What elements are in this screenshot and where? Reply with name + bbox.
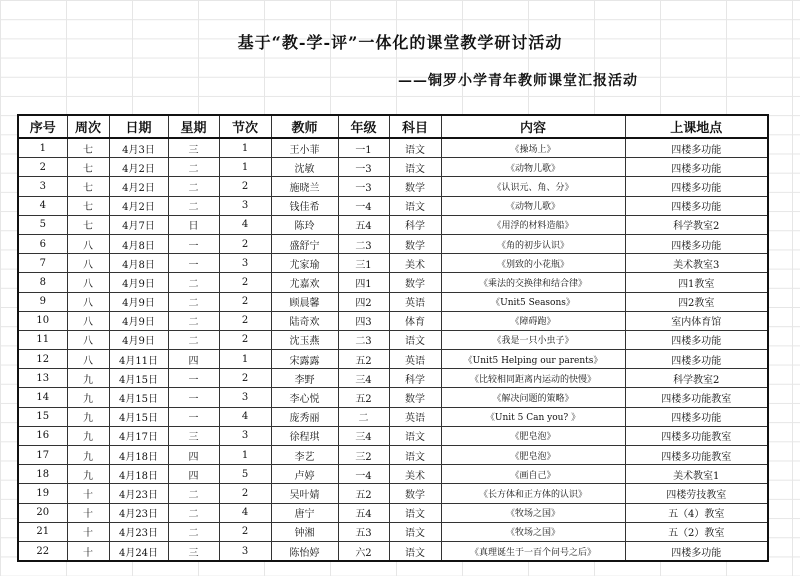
cell-subject[interactable]: 美术 — [389, 465, 441, 484]
cell-grade[interactable]: 三2 — [338, 446, 389, 465]
cell-content[interactable]: 《长方体和正方体的认识》 — [441, 484, 625, 503]
cell-date[interactable]: 4月9日 — [109, 292, 168, 311]
cell-weekday[interactable]: 一 — [168, 388, 219, 407]
cell-location[interactable]: 四1教室 — [625, 273, 768, 292]
cell-index[interactable]: 22 — [18, 541, 67, 561]
table-row — [18, 503, 768, 522]
cell-period[interactable]: 1 — [219, 446, 271, 465]
table-row — [18, 177, 768, 196]
cell-location[interactable]: 美术教室1 — [625, 465, 768, 484]
cell-subject[interactable]: 数学 — [389, 177, 441, 196]
cell-teacher[interactable]: 施晓兰 — [271, 177, 338, 196]
table-row — [18, 522, 768, 541]
cell-location[interactable]: 四楼多功能 — [625, 234, 768, 253]
cell-week[interactable]: 八 — [67, 311, 109, 330]
cell-content[interactable]: 《操场上》 — [441, 138, 625, 158]
cell-teacher[interactable]: 沈玉燕 — [271, 330, 338, 349]
cell-content[interactable]: 《Unit 5 Can you? 》 — [441, 407, 625, 426]
cell-grade[interactable]: 四2 — [338, 292, 389, 311]
cell-week[interactable]: 九 — [67, 426, 109, 445]
cell-date[interactable]: 4月23日 — [109, 484, 168, 503]
cell-grade[interactable]: 二3 — [338, 330, 389, 349]
table-row — [18, 234, 768, 253]
cell-index[interactable]: 17 — [18, 446, 67, 465]
cell-period[interactable]: 4 — [219, 503, 271, 522]
cell-date[interactable]: 4月23日 — [109, 522, 168, 541]
cell-subject[interactable]: 数学 — [389, 388, 441, 407]
cell-week[interactable]: 十 — [67, 503, 109, 522]
cell-teacher[interactable]: 陆奇欢 — [271, 311, 338, 330]
cell-date[interactable]: 4月3日 — [109, 138, 168, 158]
cell-index[interactable]: 19 — [18, 484, 67, 503]
cell-weekday[interactable]: 一 — [168, 407, 219, 426]
cell-period[interactable]: 3 — [219, 541, 271, 561]
cell-date[interactable]: 4月8日 — [109, 234, 168, 253]
cell-location[interactable]: 科学教室2 — [625, 369, 768, 388]
header-location: 上课地点 — [625, 115, 768, 138]
cell-location[interactable]: 四楼多功能 — [625, 138, 768, 158]
cell-date[interactable]: 4月11日 — [109, 350, 168, 369]
cell-period[interactable]: 5 — [219, 465, 271, 484]
cell-period[interactable]: 2 — [219, 311, 271, 330]
cell-location[interactable]: 四2教室 — [625, 292, 768, 311]
cell-grade[interactable]: 一4 — [338, 465, 389, 484]
cell-teacher[interactable]: 庞秀丽 — [271, 407, 338, 426]
cell-content[interactable]: 《肥皂泡》 — [441, 446, 625, 465]
cell-grade[interactable]: 四3 — [338, 311, 389, 330]
cell-week[interactable]: 十 — [67, 541, 109, 561]
cell-location[interactable]: 四楼多功能 — [625, 407, 768, 426]
cell-grade[interactable]: 五3 — [338, 522, 389, 541]
cell-weekday[interactable]: 二 — [168, 330, 219, 349]
cell-location[interactable]: 四楼多功能 — [625, 350, 768, 369]
cell-grade[interactable]: 三4 — [338, 426, 389, 445]
cell-index[interactable]: 9 — [18, 292, 67, 311]
cell-index[interactable]: 15 — [18, 407, 67, 426]
cell-weekday[interactable]: 二 — [168, 292, 219, 311]
table-row — [18, 215, 768, 234]
cell-week[interactable]: 八 — [67, 292, 109, 311]
table-row — [18, 388, 768, 407]
header-subject: 科目 — [389, 115, 441, 138]
header-content: 内容 — [441, 115, 625, 138]
cell-teacher[interactable]: 王小菲 — [271, 138, 338, 158]
table-row — [18, 196, 768, 215]
header-teacher: 教师 — [271, 115, 338, 138]
cell-teacher[interactable]: 钱佳希 — [271, 196, 338, 215]
table-row — [18, 330, 768, 349]
table-row — [18, 541, 768, 561]
cell-date[interactable]: 4月18日 — [109, 446, 168, 465]
cell-weekday[interactable]: 一 — [168, 234, 219, 253]
cell-date[interactable]: 4月17日 — [109, 426, 168, 445]
cell-week[interactable]: 九 — [67, 446, 109, 465]
cell-index[interactable]: 4 — [18, 196, 67, 215]
cell-teacher[interactable]: 沈敏 — [271, 158, 338, 177]
table-row — [18, 465, 768, 484]
cell-subject[interactable]: 语文 — [389, 446, 441, 465]
cell-period[interactable]: 2 — [219, 522, 271, 541]
table-row — [18, 484, 768, 503]
cell-location[interactable]: 四楼多功能 — [625, 196, 768, 215]
cell-location[interactable]: 四楼多功能教室 — [625, 426, 768, 445]
cell-subject[interactable]: 语文 — [389, 158, 441, 177]
cell-period[interactable]: 4 — [219, 215, 271, 234]
cell-weekday[interactable]: 二 — [168, 196, 219, 215]
cell-teacher[interactable]: 李野 — [271, 369, 338, 388]
cell-content[interactable]: 《角的初步认识》 — [441, 234, 625, 253]
cell-period[interactable]: 3 — [219, 254, 271, 273]
cell-subject[interactable]: 数学 — [389, 273, 441, 292]
cell-index[interactable]: 7 — [18, 254, 67, 273]
cell-weekday[interactable]: 四 — [168, 446, 219, 465]
cell-grade[interactable]: 五4 — [338, 215, 389, 234]
cell-week[interactable]: 九 — [67, 465, 109, 484]
cell-content[interactable]: 《真理诞生于一百个问号之后》 — [441, 541, 625, 561]
cell-date[interactable]: 4月9日 — [109, 273, 168, 292]
cell-period[interactable]: 3 — [219, 426, 271, 445]
cell-teacher[interactable]: 顾晨馨 — [271, 292, 338, 311]
cell-index[interactable]: 6 — [18, 234, 67, 253]
cell-period[interactable]: 1 — [219, 350, 271, 369]
header-period: 节次 — [219, 115, 271, 138]
table-row — [18, 273, 768, 292]
cell-week[interactable]: 十 — [67, 522, 109, 541]
cell-weekday[interactable]: 二 — [168, 158, 219, 177]
cell-subject[interactable]: 语文 — [389, 426, 441, 445]
cell-date[interactable]: 4月7日 — [109, 215, 168, 234]
cell-teacher[interactable]: 钟湘 — [271, 522, 338, 541]
cell-period[interactable]: 2 — [219, 273, 271, 292]
document-title: 基于“教-学-评”一体化的课堂教学研讨活动 — [237, 33, 563, 52]
cell-weekday[interactable]: 三 — [168, 541, 219, 561]
cell-weekday[interactable]: 三 — [168, 138, 219, 158]
cell-index[interactable]: 12 — [18, 350, 67, 369]
cell-date[interactable]: 4月18日 — [109, 465, 168, 484]
cell-teacher[interactable]: 李心悦 — [271, 388, 338, 407]
table-row — [18, 407, 768, 426]
cell-grade[interactable]: 二 — [338, 407, 389, 426]
cell-grade[interactable]: 一3 — [338, 177, 389, 196]
cell-week[interactable]: 九 — [67, 369, 109, 388]
cell-date[interactable]: 4月24日 — [109, 541, 168, 561]
cell-week[interactable]: 八 — [67, 254, 109, 273]
cell-subject[interactable]: 美术 — [389, 254, 441, 273]
cell-period[interactable]: 4 — [219, 407, 271, 426]
cell-grade[interactable]: 一4 — [338, 196, 389, 215]
table-row — [18, 138, 768, 158]
cell-content[interactable]: 《牧场之国》 — [441, 522, 625, 541]
cell-weekday[interactable]: 一 — [168, 254, 219, 273]
cell-index[interactable]: 1 — [18, 138, 67, 158]
cell-weekday[interactable]: 二 — [168, 522, 219, 541]
cell-date[interactable]: 4月15日 — [109, 388, 168, 407]
cell-date[interactable]: 4月2日 — [109, 158, 168, 177]
cell-grade[interactable]: 二3 — [338, 234, 389, 253]
cell-index[interactable]: 20 — [18, 503, 67, 522]
cell-weekday[interactable]: 三 — [168, 426, 219, 445]
cell-weekday[interactable]: 一 — [168, 369, 219, 388]
cell-index[interactable]: 2 — [18, 158, 67, 177]
cell-subject[interactable]: 英语 — [389, 350, 441, 369]
cell-weekday[interactable]: 四 — [168, 350, 219, 369]
cell-content[interactable]: 《画自己》 — [441, 465, 625, 484]
cell-subject[interactable]: 语文 — [389, 196, 441, 215]
cell-location[interactable]: 五（2）教室 — [625, 522, 768, 541]
cell-date[interactable]: 4月2日 — [109, 177, 168, 196]
cell-grade[interactable]: 四1 — [338, 273, 389, 292]
cell-teacher[interactable]: 徐程琪 — [271, 426, 338, 445]
cell-grade[interactable]: 三4 — [338, 369, 389, 388]
cell-subject[interactable]: 科学 — [389, 369, 441, 388]
cell-grade[interactable]: 五2 — [338, 350, 389, 369]
cell-teacher[interactable]: 盛舒宁 — [271, 234, 338, 253]
table-row — [18, 292, 768, 311]
cell-content[interactable]: 《Unit5 Helping our parents》 — [441, 350, 625, 369]
cell-week[interactable]: 七 — [67, 138, 109, 158]
cell-teacher[interactable]: 宋露露 — [271, 350, 338, 369]
cell-grade[interactable]: 三1 — [338, 254, 389, 273]
cell-week[interactable]: 九 — [67, 388, 109, 407]
document-subtitle: ——铜罗小学青年教师课堂汇报活动 — [398, 73, 638, 89]
table-row — [18, 350, 768, 369]
cell-subject[interactable]: 英语 — [389, 407, 441, 426]
cell-subject[interactable]: 语文 — [389, 138, 441, 158]
cell-week[interactable]: 七 — [67, 196, 109, 215]
cell-content[interactable]: 《别致的小花瓶》 — [441, 254, 625, 273]
cell-period[interactable]: 1 — [219, 138, 271, 158]
header-row — [18, 115, 768, 138]
cell-weekday[interactable]: 二 — [168, 273, 219, 292]
cell-weekday[interactable]: 四 — [168, 465, 219, 484]
cell-teacher[interactable]: 吴叶婧 — [271, 484, 338, 503]
cell-week[interactable]: 七 — [67, 215, 109, 234]
cell-content[interactable]: 《比较相同距离内运动的快慢》 — [441, 369, 625, 388]
table-row — [18, 426, 768, 445]
cell-teacher[interactable]: 陈玲 — [271, 215, 338, 234]
cell-index[interactable]: 13 — [18, 369, 67, 388]
cell-grade[interactable]: 五4 — [338, 503, 389, 522]
cell-weekday[interactable]: 二 — [168, 503, 219, 522]
cell-teacher[interactable]: 李艺 — [271, 446, 338, 465]
cell-subject[interactable]: 语文 — [389, 522, 441, 541]
cell-weekday[interactable]: 二 — [168, 177, 219, 196]
table-row — [18, 446, 768, 465]
cell-period[interactable]: 2 — [219, 369, 271, 388]
cell-subject[interactable]: 数学 — [389, 234, 441, 253]
cell-location[interactable]: 四楼劳技教室 — [625, 484, 768, 503]
schedule-table — [17, 114, 769, 562]
cell-period[interactable]: 2 — [219, 234, 271, 253]
cell-teacher[interactable]: 唐宁 — [271, 503, 338, 522]
cell-teacher[interactable]: 尤家瑜 — [271, 254, 338, 273]
cell-content[interactable]: 《障碍跑》 — [441, 311, 625, 330]
cell-grade[interactable]: 五2 — [338, 388, 389, 407]
cell-content[interactable]: 《认识元、角、分》 — [441, 177, 625, 196]
cell-date[interactable]: 4月2日 — [109, 196, 168, 215]
cell-content[interactable]: 《用浮的材料造船》 — [441, 215, 625, 234]
cell-weekday[interactable]: 日 — [168, 215, 219, 234]
cell-date[interactable]: 4月15日 — [109, 369, 168, 388]
cell-week[interactable]: 八 — [67, 273, 109, 292]
cell-grade[interactable]: 五2 — [338, 484, 389, 503]
header-index: 序号 — [18, 115, 67, 138]
cell-location[interactable]: 科学教室2 — [625, 215, 768, 234]
cell-index[interactable]: 11 — [18, 330, 67, 349]
cell-location[interactable]: 四楼多功能 — [625, 330, 768, 349]
cell-weekday[interactable]: 二 — [168, 311, 219, 330]
cell-grade[interactable]: 一1 — [338, 138, 389, 158]
cell-location[interactable]: 四楼多功能教室 — [625, 388, 768, 407]
cell-teacher[interactable]: 卢婷 — [271, 465, 338, 484]
cell-week[interactable]: 十 — [67, 484, 109, 503]
cell-weekday[interactable]: 二 — [168, 484, 219, 503]
header-date: 日期 — [109, 115, 168, 138]
cell-index[interactable]: 3 — [18, 177, 67, 196]
cell-location[interactable]: 四楼多功能 — [625, 158, 768, 177]
cell-date[interactable]: 4月23日 — [109, 503, 168, 522]
cell-week[interactable]: 七 — [67, 158, 109, 177]
cell-index[interactable]: 8 — [18, 273, 67, 292]
header-week: 周次 — [67, 115, 109, 138]
cell-week[interactable]: 八 — [67, 234, 109, 253]
header-grade: 年级 — [338, 115, 389, 138]
cell-subject[interactable]: 语文 — [389, 503, 441, 522]
table-row — [18, 254, 768, 273]
cell-period[interactable]: 1 — [219, 158, 271, 177]
cell-teacher[interactable]: 尤嘉欢 — [271, 273, 338, 292]
cell-index[interactable]: 18 — [18, 465, 67, 484]
cell-index[interactable]: 21 — [18, 522, 67, 541]
cell-grade[interactable]: 六2 — [338, 541, 389, 561]
cell-date[interactable]: 4月9日 — [109, 311, 168, 330]
cell-period[interactable]: 2 — [219, 177, 271, 196]
cell-subject[interactable]: 英语 — [389, 292, 441, 311]
cell-subject[interactable]: 语文 — [389, 330, 441, 349]
table-row — [18, 311, 768, 330]
cell-content[interactable]: 《解决问题的策略》 — [441, 388, 625, 407]
cell-date[interactable]: 4月8日 — [109, 254, 168, 273]
cell-location[interactable]: 五（4）教室 — [625, 503, 768, 522]
cell-subject[interactable]: 语文 — [389, 541, 441, 561]
cell-subject[interactable]: 数学 — [389, 484, 441, 503]
cell-location[interactable]: 四楼多功能 — [625, 541, 768, 561]
cell-index[interactable]: 14 — [18, 388, 67, 407]
table-row — [18, 369, 768, 388]
cell-date[interactable]: 4月9日 — [109, 330, 168, 349]
cell-period[interactable]: 3 — [219, 388, 271, 407]
cell-location[interactable]: 四楼多功能 — [625, 177, 768, 196]
table-row — [18, 158, 768, 177]
cell-week[interactable]: 九 — [67, 407, 109, 426]
cell-period[interactable]: 2 — [219, 292, 271, 311]
cell-content[interactable]: 《Unit5 Seasons》 — [441, 292, 625, 311]
cell-location[interactable]: 四楼多功能教室 — [625, 446, 768, 465]
cell-content[interactable]: 《动物儿歌》 — [441, 158, 625, 177]
cell-teacher[interactable]: 陈怡婷 — [271, 541, 338, 561]
cell-period[interactable]: 3 — [219, 196, 271, 215]
cell-subject[interactable]: 体育 — [389, 311, 441, 330]
cell-index[interactable]: 16 — [18, 426, 67, 445]
cell-location[interactable]: 室内体育馆 — [625, 311, 768, 330]
cell-index[interactable]: 10 — [18, 311, 67, 330]
cell-location[interactable]: 美术教室3 — [625, 254, 768, 273]
cell-week[interactable]: 八 — [67, 330, 109, 349]
cell-content[interactable]: 《我是一只小虫子》 — [441, 330, 625, 349]
cell-period[interactable]: 2 — [219, 330, 271, 349]
cell-date[interactable]: 4月15日 — [109, 407, 168, 426]
cell-content[interactable]: 《牧场之国》 — [441, 503, 625, 522]
cell-content[interactable]: 《乘法的交换律和结合律》 — [441, 273, 625, 292]
cell-content[interactable]: 《肥皂泡》 — [441, 426, 625, 445]
cell-grade[interactable]: 一3 — [338, 158, 389, 177]
cell-subject[interactable]: 科学 — [389, 215, 441, 234]
cell-week[interactable]: 七 — [67, 177, 109, 196]
cell-period[interactable]: 2 — [219, 484, 271, 503]
cell-week[interactable]: 八 — [67, 350, 109, 369]
cell-content[interactable]: 《动物儿歌》 — [441, 196, 625, 215]
cell-index[interactable]: 5 — [18, 215, 67, 234]
header-weekday: 星期 — [168, 115, 219, 138]
